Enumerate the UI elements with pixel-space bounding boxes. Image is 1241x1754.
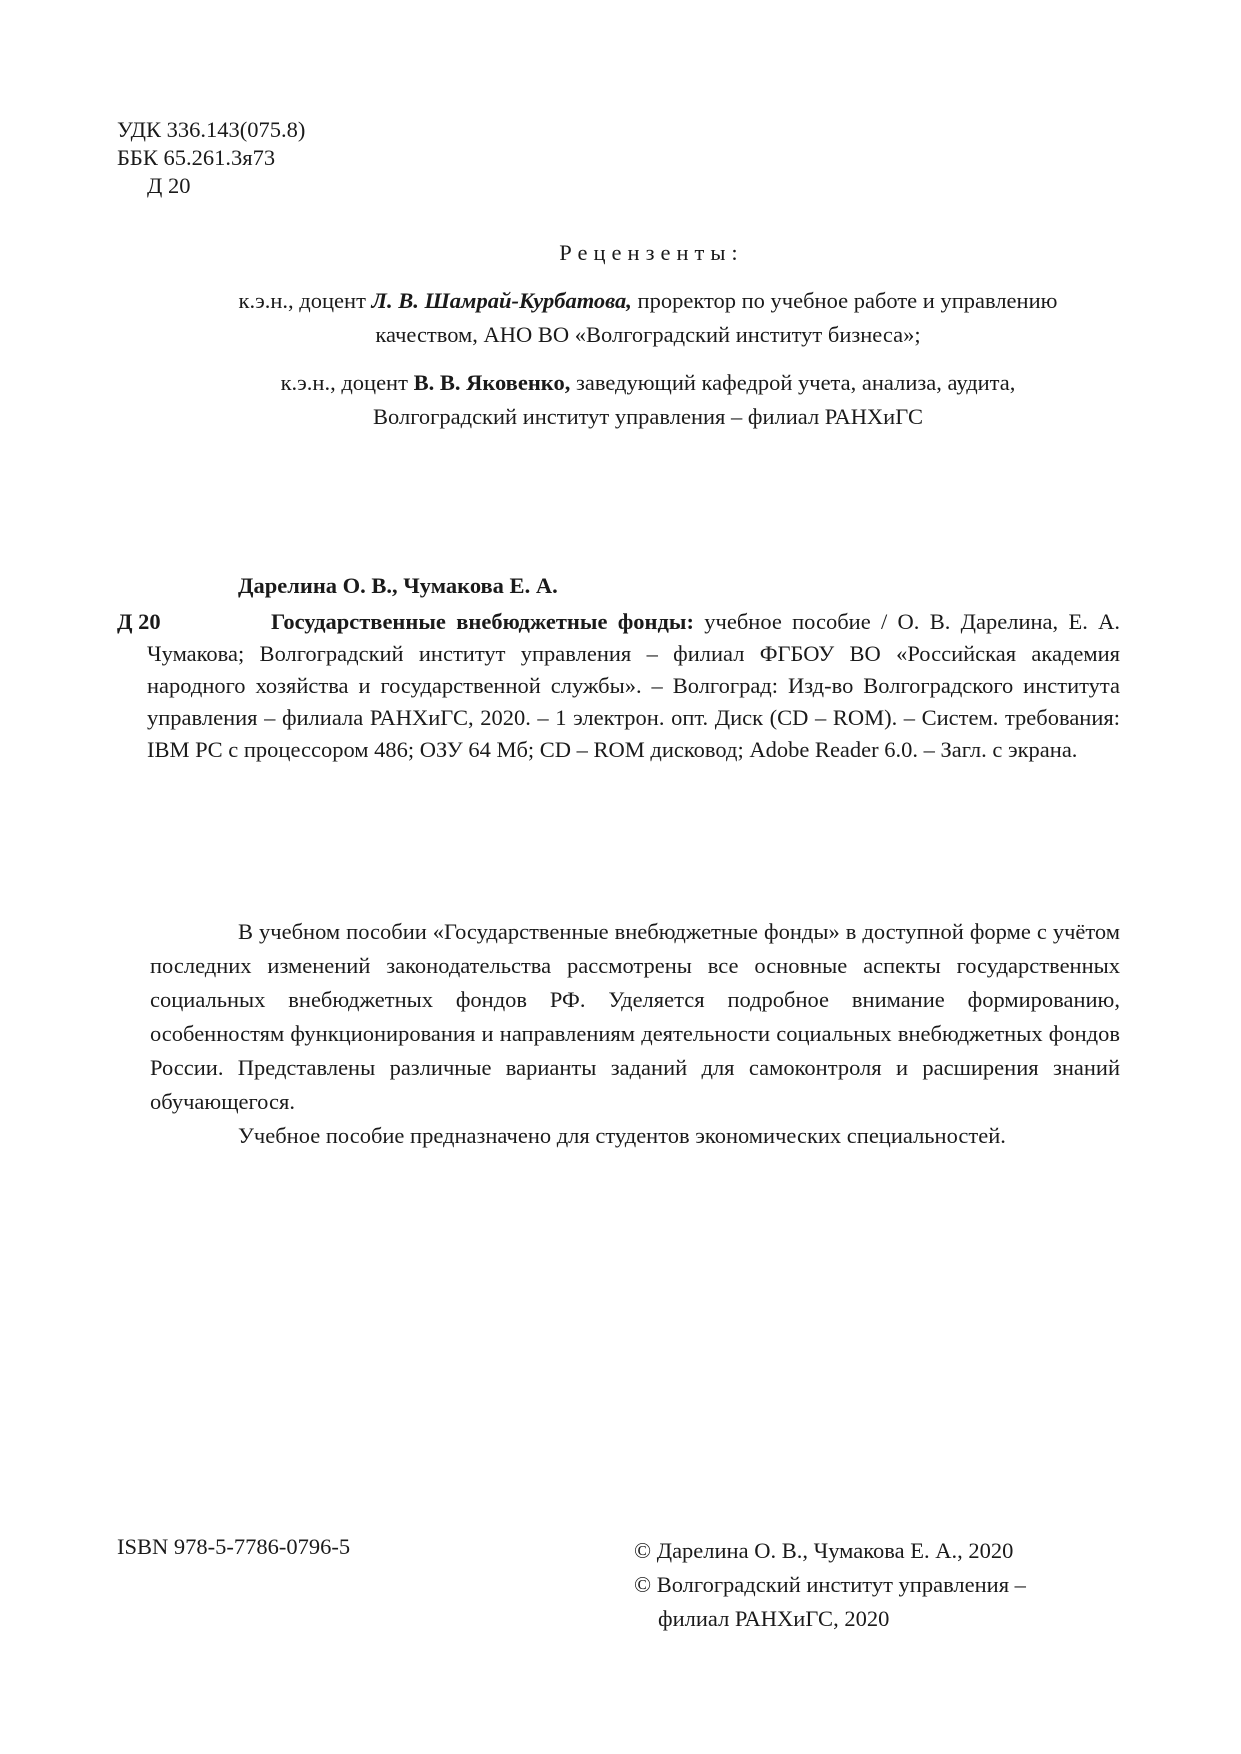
author-code: Д 20: [147, 173, 191, 198]
book-title: Государственные внебюджетные фонды:: [271, 609, 694, 634]
isbn: ISBN 978-5-7786-0796-5: [117, 1534, 351, 1559]
reviewer-1-position: проректор по учебное работе и управлению: [631, 288, 1058, 313]
reviewer-1-name: Л. В. Шамрай-Курбатова,: [371, 288, 632, 313]
card-text: [147, 606, 1120, 766]
udk-code: УДК 336.143(075.8): [117, 117, 306, 142]
reviewer-1: [150, 284, 1146, 352]
classification-codes: [117, 116, 305, 200]
annotation: [150, 915, 1120, 1153]
reviewer-2-prefix: к.э.н., доцент: [280, 370, 414, 395]
reviewer-2-position: заведующий кафедрой учета, анализа, аудита,: [570, 370, 1016, 395]
copyright-block: [634, 1534, 1026, 1636]
copyright-authors: © Дарелина О. В., Чумакова Е. А., 2020: [634, 1538, 1014, 1563]
reviewer-2: [150, 366, 1146, 434]
annotation-paragraph-1: В учебном пособии «Государственные внебюджетные фонды» в доступной форме с учётом последних изменений законодательства рассмотрены все основные аспекты государственных социальных внебюджетных фондов РФ. Уделяется подробное внимание формированию, особенностям функционирования и направлениям деятельности социальных внебюджетных фондов России. Представлены различные варианты заданий для самоконтроля и расширения знаний обучающегося.: [150, 919, 1120, 1114]
reviewer-2-name: В. В. Яковенко,: [413, 370, 571, 395]
book-description: учебное пособие / О. В. Дарелина, Е. А. Чумакова; Волгоградский институт управления – филиал ФГБОУ ВО «Российская академия народного хозяйства и государственной службы». – Волгоград: Изд-во Волгоградского института управления – филиала РАНХиГС, 2020. – 1 электрон. опт. Диск (CD – ROM). – Систем. требования: IBM PC с процессором 486; ОЗУ 64 Мб; CD – ROM дисковод; Adobe Reader 6.0. – Загл. с экрана.: [147, 609, 1121, 762]
book-authors: Дарелина О. В., Чумакова Е. А.: [238, 573, 558, 598]
reviewer-1-prefix: к.э.н., доцент: [238, 288, 372, 313]
copyright-institute-cont: филиал РАНХиГС, 2020: [658, 1606, 890, 1631]
reviewers-heading: Рецензенты:: [559, 240, 744, 265]
reviewer-2-organization: Волгоградский институт управления – филиал РАНХиГС: [373, 404, 923, 429]
annotation-paragraph-2: Учебное пособие предназначено для студентов экономических специальностей.: [238, 1123, 1006, 1148]
copyright-institute: © Волгоградский институт управления –: [634, 1572, 1026, 1597]
card-code: Д 20: [117, 609, 161, 634]
bibliographic-card: [117, 606, 1120, 766]
bbk-code: ББК 65.261.3я73: [117, 145, 276, 170]
reviewer-1-organization: качеством, АНО ВО «Волгоградский институт бизнеса»;: [375, 322, 921, 347]
